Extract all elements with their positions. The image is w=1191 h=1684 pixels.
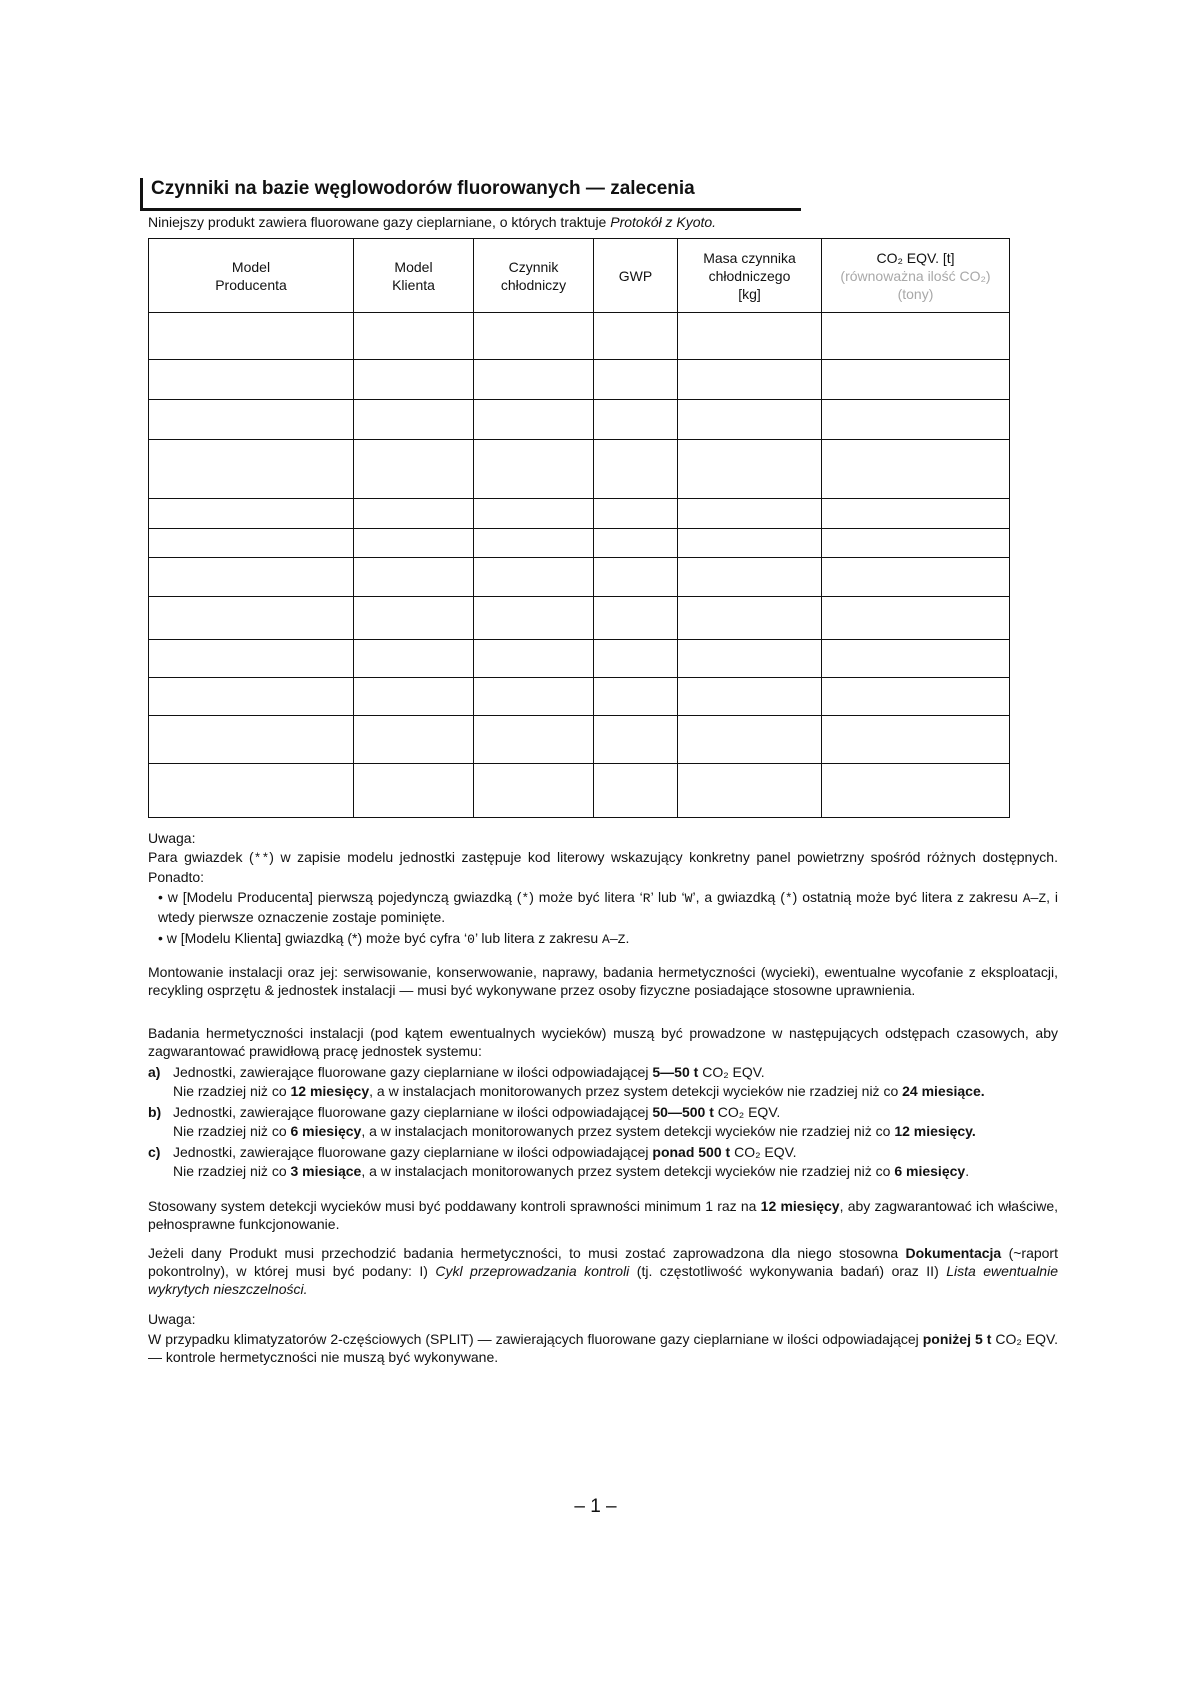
table-row — [149, 529, 1010, 558]
tests-paragraph: Badania hermetyczności instalacji (pod kątem ewentualnych wycieków) muszą być prowadzone w następujących odstępach czasowych, aby zagwarantować prawidłową pracę jednostek systemu: — [148, 1025, 1058, 1059]
table-row — [149, 640, 1010, 678]
table-row — [149, 716, 1010, 764]
page-title: Czynniki na bazie węglowodorów fluorowanych — zalecenia — [151, 178, 695, 199]
detection-paragraph: Stosowany system detekcji wycieków musi być poddawany kontroli sprawności minimum 1 raz na 12 miesięcy, aby zagwarantować ich właściwe, pełnosprawne funkcjonowanie. — [148, 1198, 1058, 1232]
col-model-klienta: Model Klienta — [354, 239, 474, 313]
col-model-producenta: Model Producenta — [149, 239, 354, 313]
table-row — [149, 678, 1010, 716]
title-block — [140, 178, 801, 211]
subtitle-protocol: Protokół z Kyoto. — [610, 214, 717, 230]
table-row — [149, 499, 1010, 529]
table-header-row — [149, 239, 1010, 313]
note2-label: Uwaga: — [148, 1311, 196, 1327]
table-row — [149, 558, 1010, 597]
table-row — [149, 313, 1010, 360]
note2-paragraph: W przypadku klimatyzatorów 2-częściowych (SPLIT) — zawierających fluorowane gazy cieplarniane w ilości odpowiadającej poniżej 5 t CO₂ EQV. — kontrole hermetyczności nie muszą być wykonywane. — [148, 1331, 1058, 1365]
table-row — [149, 764, 1010, 818]
subtitle — [148, 214, 716, 230]
installation-paragraph: Montowanie instalacji oraz jej: serwisowanie, konserwowanie, naprawy, badania hermetyczności (wycieki), ewentualne wycofanie z eksploatacji, recykling osprzętu & jednostek instalacji — musi być wykonywane przez osoby fizyczne posiadające stosowne uprawnienia. — [148, 964, 1058, 998]
note1-label: Uwaga: — [148, 830, 196, 846]
table-row — [149, 400, 1010, 440]
note1-paragraph: Para gwiazdek (**) w zapisie modelu jednostki zastępuje kod literowy wskazujący konkretny panel powietrzny spośród różnych dostępnych. Ponadto: — [148, 849, 1058, 885]
col-co2: CO₂ EQV. [t] (równoważna ilość CO₂) (tony) — [822, 239, 1010, 313]
table-row — [149, 360, 1010, 400]
col-czynnik: Czynnik chłodniczy — [474, 239, 594, 313]
col-gwp: GWP — [594, 239, 678, 313]
note1-bullet-producer: • w [Modelu Producenta] pierwszą pojedynczą gwiazdką (*) może być litera ‘R’ lub ‘W’, a gwiazdką (*) ostatnią może być litera z zakresu A—Z, i wtedy pierwsze oznaczenie zostaje pominięte. — [158, 889, 1058, 925]
table-body — [149, 313, 1010, 818]
table-row — [149, 597, 1010, 640]
refrigerant-table — [148, 238, 1010, 818]
note1-bullet-client: • w [Modelu Klienta] gwiazdką (*) może być cyfra ‘0’ lub litera z zakresu A—Z. — [158, 930, 630, 947]
page-number: – 1 – — [574, 1496, 617, 1517]
documentation-paragraph: Jeżeli dany Produkt musi przechodzić badania hermetyczności, to musi zostać zaprowadzona dla niego stosowna Dokumentacja (~raport pokontrolny), w której musi być podany: I) Cykl przeprowadzania kontroli (tj. częstotliwość wykonywania badań) oraz II) Lista ewentualnie wykrytych nieszczelności. — [148, 1245, 1058, 1297]
col-masa: Masa czynnika chłodniczego [kg] — [678, 239, 822, 313]
subtitle-text: Niniejszy produkt zawiera fluorowane gazy cieplarniane, o których traktuje — [148, 214, 607, 230]
table-row — [149, 440, 1010, 499]
